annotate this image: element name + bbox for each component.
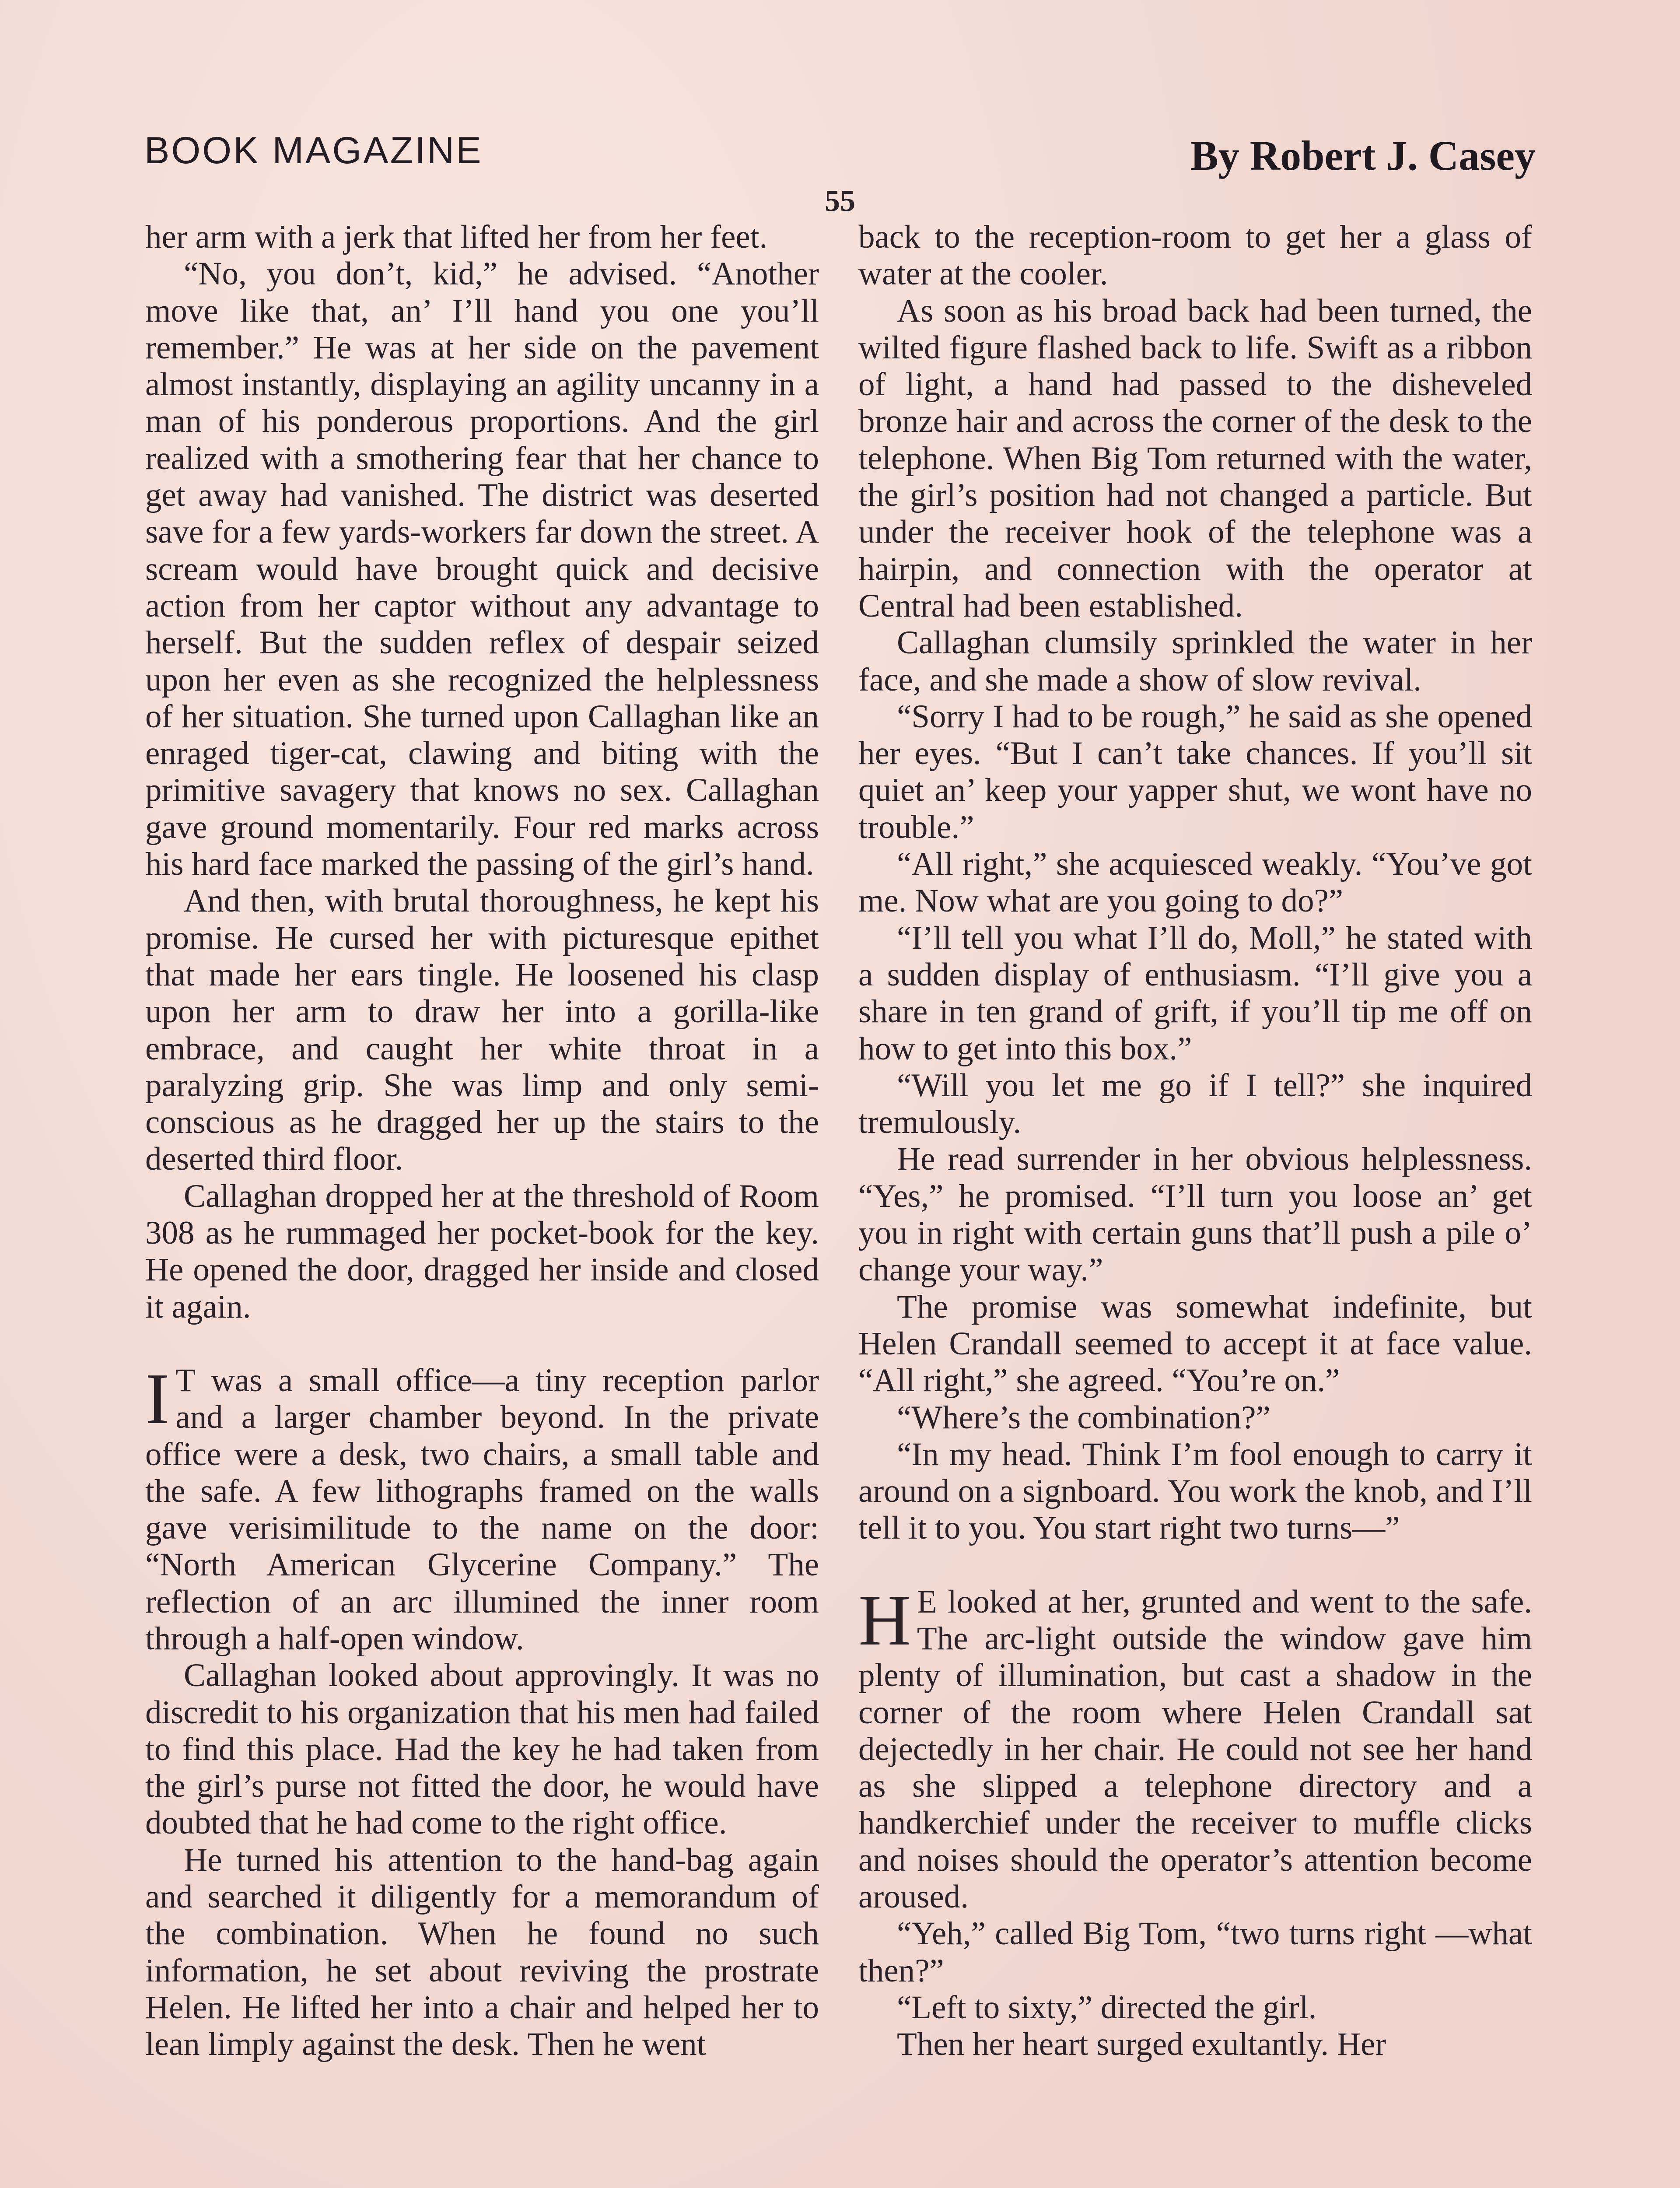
drop-cap: I [145, 1358, 170, 1439]
paragraph: “All right,” she acquiesced weakly. “You’ve got me. Now what are you going to do?” [858, 846, 1532, 919]
paragraph: As soon as his broad back had been turned, the wilted figure flashed back to life. Swift as a ribbon of light, a hand had passed to the disheveled bronze hair and across the corner of the desk to the telephone. When Big Tom returned with the water, the girl’s position had not changed a particle. But under the receiver hook of the telephone was a hairpin, and connection with the operator at Central had been established. [858, 292, 1532, 624]
running-head-magazine: BOOK MAGAZINE [144, 130, 483, 172]
paragraph: Callaghan looked about approvingly. It was no discredit to his organization that his men had failed to find this place. Had the key he had taken from the girl’s purse not fitted the door, he would have doubted that he had come to the right office. [145, 1657, 819, 1841]
paragraph: “Will you let me go if I tell?” she inquired tremulously. [858, 1067, 1532, 1141]
paragraph: her arm with a jerk that lifted her from her feet. [145, 219, 768, 255]
paragraph: “No, you don’t, kid,” he advised. “Another move like that, an’ I’ll hand you one you’ll remember.” He was at her side on the pavement almost instantly, displaying an agility uncanny in a man of his ponderous proportions. And the girl realized with a smothering fear that her chance to get away had vanished. The district was deserted save for a few yards-workers far down the street. A scream would have brought quick and decisive action from her captor without any advantage to herself. But the sudden reflex of despair seized upon her even as she recognized the helplessness of her situation. She turned upon Callaghan like an enraged tiger-cat, clawing and biting with the primitive savagery that knows no sex. Callaghan gave ground momentarily. Four red marks across his hard face marked the passing of the girl’s hand. [145, 256, 819, 883]
paragraph: “In my head. Think I’m fool enough to carry it around on a signboard. You work the knob, and I’ll tell it to you. You start right two turns—” [858, 1436, 1532, 1546]
paragraph-text: T was a small office—a tiny reception parlor and a larger chamber beyond. In the private office were a desk, two chairs, a small table and the safe. A few lithographs framed on the walls gave verisimilitude to the name on the door: “North American Glycerine Company.” The reflection of an arc illumined the inner room through a half-open window. [145, 1362, 819, 1657]
paragraph: “I’ll tell you what I’ll do, Moll,” he stated with a sudden display of enthusiasm. “I’ll give you a share in ten grand of grift, if you’ll tip me off on how to get into this box.” [858, 919, 1532, 1067]
paragraph: “Where’s the combination?” [897, 1399, 1270, 1436]
paragraph: Then her heart surged exultantly. Her [897, 2026, 1386, 2063]
running-head-byline: By Robert J. Casey [1190, 132, 1536, 179]
paragraph: And then, with brutal thoroughness, he kept his promise. He cursed her with picturesque epithet that made her ears tingle. He loosened his clasp upon her arm to draw her into a gorilla-like embrace, and caught her white throat in a paralyzing grip. She was limp and only semi-conscious as he dragged her up the stairs to the deserted third floor. [145, 883, 819, 1178]
section-paragraph [145, 1358, 819, 1657]
right-column [858, 219, 1532, 2063]
left-column [145, 219, 819, 2063]
paragraph: “Left to sixty,” directed the girl. [897, 1989, 1317, 2026]
paragraph: Callaghan dropped her at the threshold of Room 308 as he rummaged her pocket-book for the key. He opened the door, dragged her inside and closed it again. [145, 1178, 819, 1325]
paragraph: He turned his attention to the hand-bag again and searched it diligently for a memorandum of the combination. When he found no such information, he set about reviving the prostrate Helen. He lifted her into a chair and helped her to lean limply against the desk. Then he went [145, 1841, 819, 2063]
section-paragraph [858, 1579, 1532, 1916]
paragraph: Callaghan clumsily sprinkled the water in her face, and she made a show of slow revival. [858, 624, 1532, 698]
paragraph: “Yeh,” called Big Tom, “two turns right —what then?” [858, 1915, 1532, 1989]
page-number: 55 [825, 184, 855, 218]
paragraph: He read surrender in her obvious helplessness. “Yes,” he promised. “I’ll turn you loose an’ get you in right with certain guns that’ll push a pile o’ change your way.” [858, 1141, 1532, 1288]
paragraph-text: E looked at her, grunted and went to the safe. The arc-light outside the window gave him plenty of illumination, but cast a shadow in the corner of the room where Helen Crandall sat dejectedly in her chair. He could not see her hand as she slipped a telephone directory and a handkerchief under the receiver to muffle clicks and noises should the operator’s attention become aroused. [858, 1583, 1532, 1915]
drop-cap: H [858, 1579, 911, 1660]
paragraph: back to the reception-room to get her a glass of water at the cooler. [858, 219, 1532, 292]
paragraph: “Sorry I had to be rough,” he said as she opened her eyes. “But I can’t take chances. If you’ll sit quiet an’ keep your yapper shut, we wont have no trouble.” [858, 698, 1532, 845]
paragraph: The promise was somewhat indefinite, but Helen Crandall seemed to accept it at face value. “All right,” she agreed. “You’re on.” [858, 1288, 1532, 1399]
